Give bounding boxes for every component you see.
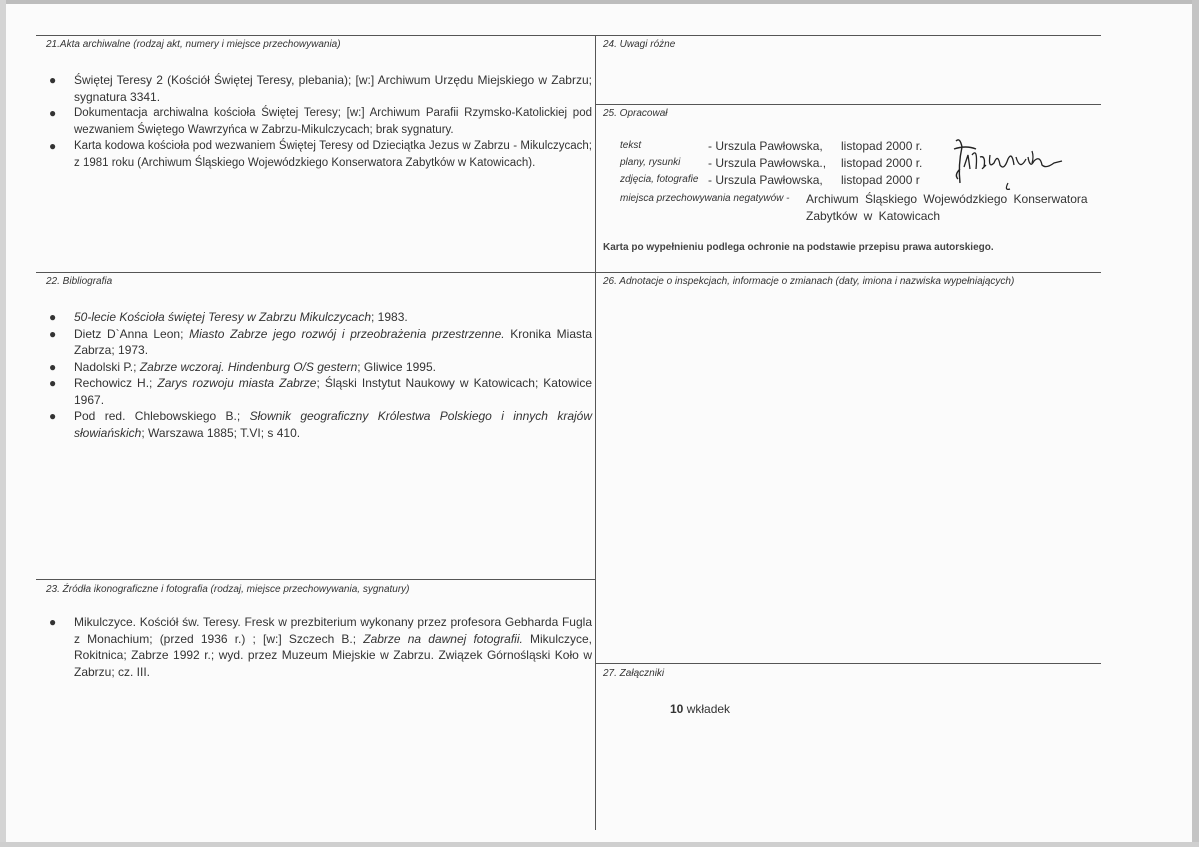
scan-edge-right xyxy=(1192,0,1199,847)
section-24-title: 24. Uwagi różne xyxy=(603,39,676,50)
section-22-list xyxy=(46,309,592,441)
list-item: ● Rechowicz H.; Zarys rozwoju miasta Zabrze; Śląski Instytut Naukowy w Katowicach; Katowice 1967. xyxy=(49,376,592,407)
section-21-title: 21.Akta archiwalne (rodzaj akt, numery i miejsce przechowywania) xyxy=(46,39,341,50)
signature-icon xyxy=(950,135,1070,195)
rule-top xyxy=(36,35,1101,36)
negatives-label: miejsca przechowywania negatywów - xyxy=(620,193,790,204)
attachments-count: 10 wkładek xyxy=(670,702,731,716)
bullet-icon: ● xyxy=(49,326,57,341)
author-row-photos: zdjęcia, fotografie - Urszula Pawłowska, listopad 2000 r xyxy=(620,173,920,187)
rule-26-27 xyxy=(596,663,1101,664)
bullet-icon: ● xyxy=(49,139,57,153)
section-27-title: 27. Załączniki xyxy=(603,668,665,679)
rule-24-25 xyxy=(596,104,1101,105)
bullet-icon: ● xyxy=(49,409,57,423)
bullet-icon: ● xyxy=(49,615,57,629)
section-23-title: 23. Źródła ikonograficzne i fotografia (rodzaj, miejsce przechowywania, sygnatury) xyxy=(46,584,410,595)
column-divider xyxy=(595,35,596,830)
bullet-icon: ● xyxy=(49,359,57,374)
rule-middle xyxy=(36,272,1101,273)
list-item: ● Dokumentacja archiwalna kościoła Świętej Teresy; [w:] Archiwum Parafii Rzymsko-Katolickiej pod wezwaniem Świętego Wawrzyńca w Zabrzu-Mikulczycach; brak sygnatury. xyxy=(49,106,592,136)
list-item: ● Nadolski P.; Zabrze wczoraj. Hindenburg O/S gestern; Gliwice 1995. xyxy=(49,359,436,374)
list-item: ● Świętej Teresy 2 (Kościół Świętej Teresy, plebania); [w:] Archiwum Urzędu Miejskiego w Zabrzu; sygnatura 3341. xyxy=(49,73,592,104)
section-23-list xyxy=(46,614,592,680)
bullet-icon: ● xyxy=(49,310,57,324)
copyright-note: Karta po wypełnieniu podlega ochronie na podstawie przepisu prawa autorskiego. xyxy=(603,242,994,253)
bullet-icon: ● xyxy=(49,73,57,87)
bullet-icon: ● xyxy=(49,376,57,390)
negatives-location: Archiwum Śląskiego Wojewódzkiego Konserwatora Zabytków w Katowicach xyxy=(806,192,1088,223)
rule-22-23 xyxy=(36,579,596,580)
section-22-title: 22. Bibliografia xyxy=(46,276,113,287)
list-item: ● 50-lecie Kościoła świętej Teresy w Zabrzu Mikulczycach; 1983. xyxy=(49,310,408,324)
list-item: ● Pod red. Chlebowskiego B.; Słownik geograficzny Królestwa Polskiego i innych krajów słowiańskich; Warszawa 1885; T.VI; s 410. xyxy=(49,409,592,440)
section-21-list xyxy=(46,72,592,171)
section-25-title: 25. Opracował xyxy=(603,108,668,119)
list-item: ● Karta kodowa kościoła pod wezwaniem Świętej Teresy od Dzieciątka Jezus w Zabrzu - Mikulczycach; z 1981 roku (Archiwum Śląskiego Wojewódzkiego Konserwatora Zabytków w Katowicach). xyxy=(49,139,592,169)
scan-edge-bottom xyxy=(0,842,1199,847)
section-26-title: 26. Adnotacje o inspekcjach, informacje o zmianach (daty, imiona i nazwiska wypełniających) xyxy=(603,276,1015,287)
bullet-icon: ● xyxy=(49,106,57,120)
list-item: ● Dietz D`Anna Leon; Miasto Zabrze jego rozwój i przeobrażenia przestrzenne. Kronika Miasta Zabrza; 1973. xyxy=(49,326,593,357)
author-row-text: tekst - Urszula Pawłowska, listopad 2000 r. xyxy=(620,139,923,153)
author-row-plans: plany, rysunki - Urszula Pawłowska., listopad 2000 r. xyxy=(620,156,923,170)
list-item: ● Mikulczyce. Kościół św. Teresy. Fresk w prezbiterium wykonany przez profesora Gebharda Fugla z Monachium; (przed 1936 r.) ; [w:] Szczech B.; Zabrze na dawnej fotografii. Mikulczyce, Rokitnica; Zabrze 1992 r.; wyd. przez Muzeum Miejskie w Zabrzu. Związek Górnośląski Koło w Zabrzu; cz. III. xyxy=(49,615,593,679)
